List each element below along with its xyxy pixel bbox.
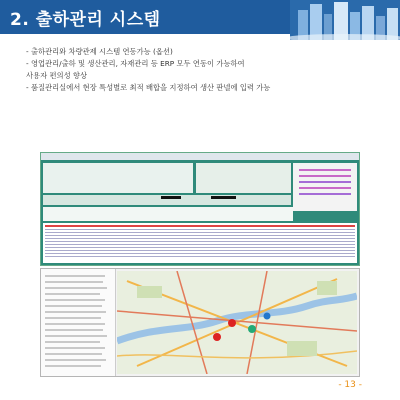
page-title: 2. 출하관리 시스템 xyxy=(10,10,161,30)
page-header xyxy=(0,0,400,34)
list-item: - 영업관리/출하 및 생산관리, 자재관리 등 ERP 모두 연동이 가능하여 xyxy=(26,59,245,68)
list-item: - 품질관리실에서 현장 특성별로 최적 배합을 지정하여 생산 판넬에 입력 가능 xyxy=(26,83,271,92)
feature-list xyxy=(26,46,386,94)
page-number: - 13 - xyxy=(338,380,362,390)
screenshot-titlebar xyxy=(41,153,359,160)
vehicle-list-panel xyxy=(41,269,116,376)
vehicle-tracking-screenshot xyxy=(40,268,360,377)
shipping-system-screenshot xyxy=(40,152,360,266)
list-item: - 출하관리와 차량관제 시스템 연동가능 (옵션) xyxy=(26,47,173,56)
skyline-illustration xyxy=(290,0,400,40)
route-map xyxy=(117,271,357,374)
list-item: 사용자 편의성 향상 xyxy=(26,71,88,80)
screenshot-grid xyxy=(41,161,359,265)
